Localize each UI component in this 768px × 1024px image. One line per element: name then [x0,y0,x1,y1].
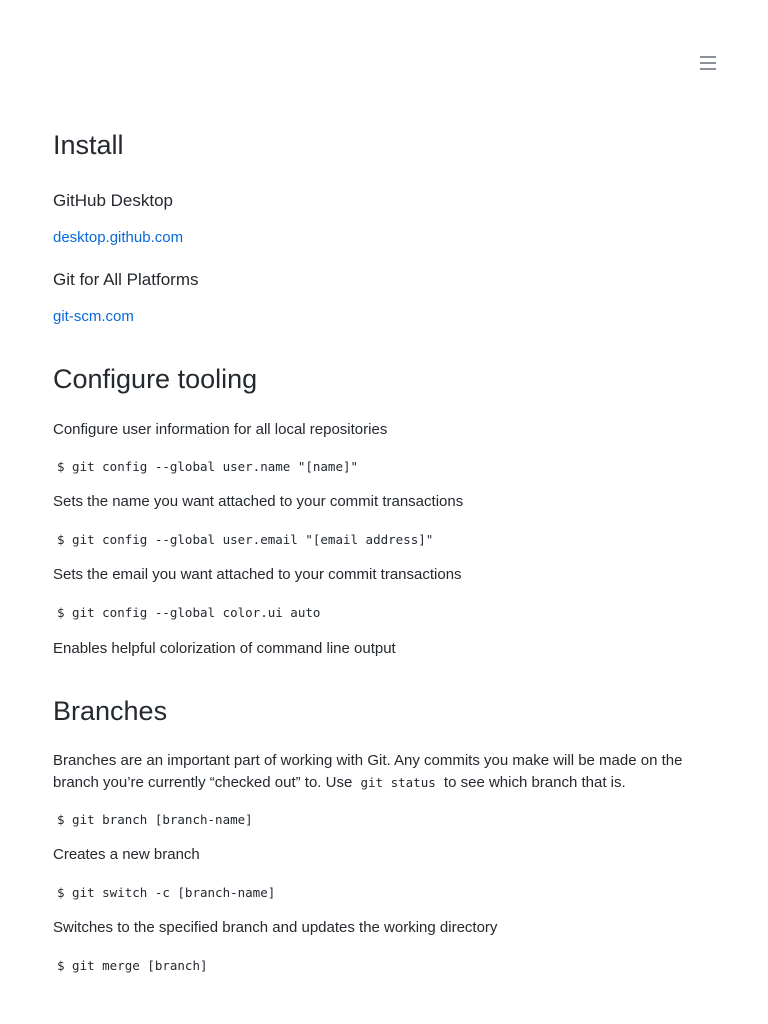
command-description: Sets the email you want attached to your commit transactions [53,566,462,583]
inline-code-git-status: git status [360,775,436,790]
command-description: Switches to the specified branch and updates the working directory [53,919,498,936]
command-description: Enables helpful colorization of command line output [53,640,396,657]
subheading-git-all-platforms: Git for All Platforms [53,270,199,289]
link-git-scm[interactable]: git-scm.com [53,308,134,325]
command-description: Sets the name you want attached to your commit transactions [53,493,464,510]
section-heading-install: Install [53,130,124,160]
branches-intro-before: Branches are an important part of working with Git. Any commits you make will be made on the branch you’re currently “checked out” to. Use [53,752,683,791]
code-block: $ git merge [branch] [57,958,208,973]
code-block: $ git config --global user.email "[email address]" [57,532,434,547]
configure-intro-text: Configure user information for all local repositories [53,421,388,438]
hamburger-menu-icon[interactable] [698,54,718,72]
link-github-desktop[interactable]: desktop.github.com [53,229,184,246]
code-block: $ git switch -c [branch-name] [57,885,276,900]
command-description: Creates a new branch [53,846,200,863]
code-block: $ git config --global user.name "[name]" [57,459,359,474]
subheading-github-desktop: GitHub Desktop [53,191,173,210]
code-block: $ git branch [branch-name] [57,812,253,827]
code-block: $ git config --global color.ui auto [57,605,321,620]
branches-intro-text [53,750,715,794]
branches-intro-after: to see which branch that is. [443,774,626,791]
section-heading-branches: Branches [53,696,168,726]
section-heading-configure-tooling: Configure tooling [53,364,258,394]
